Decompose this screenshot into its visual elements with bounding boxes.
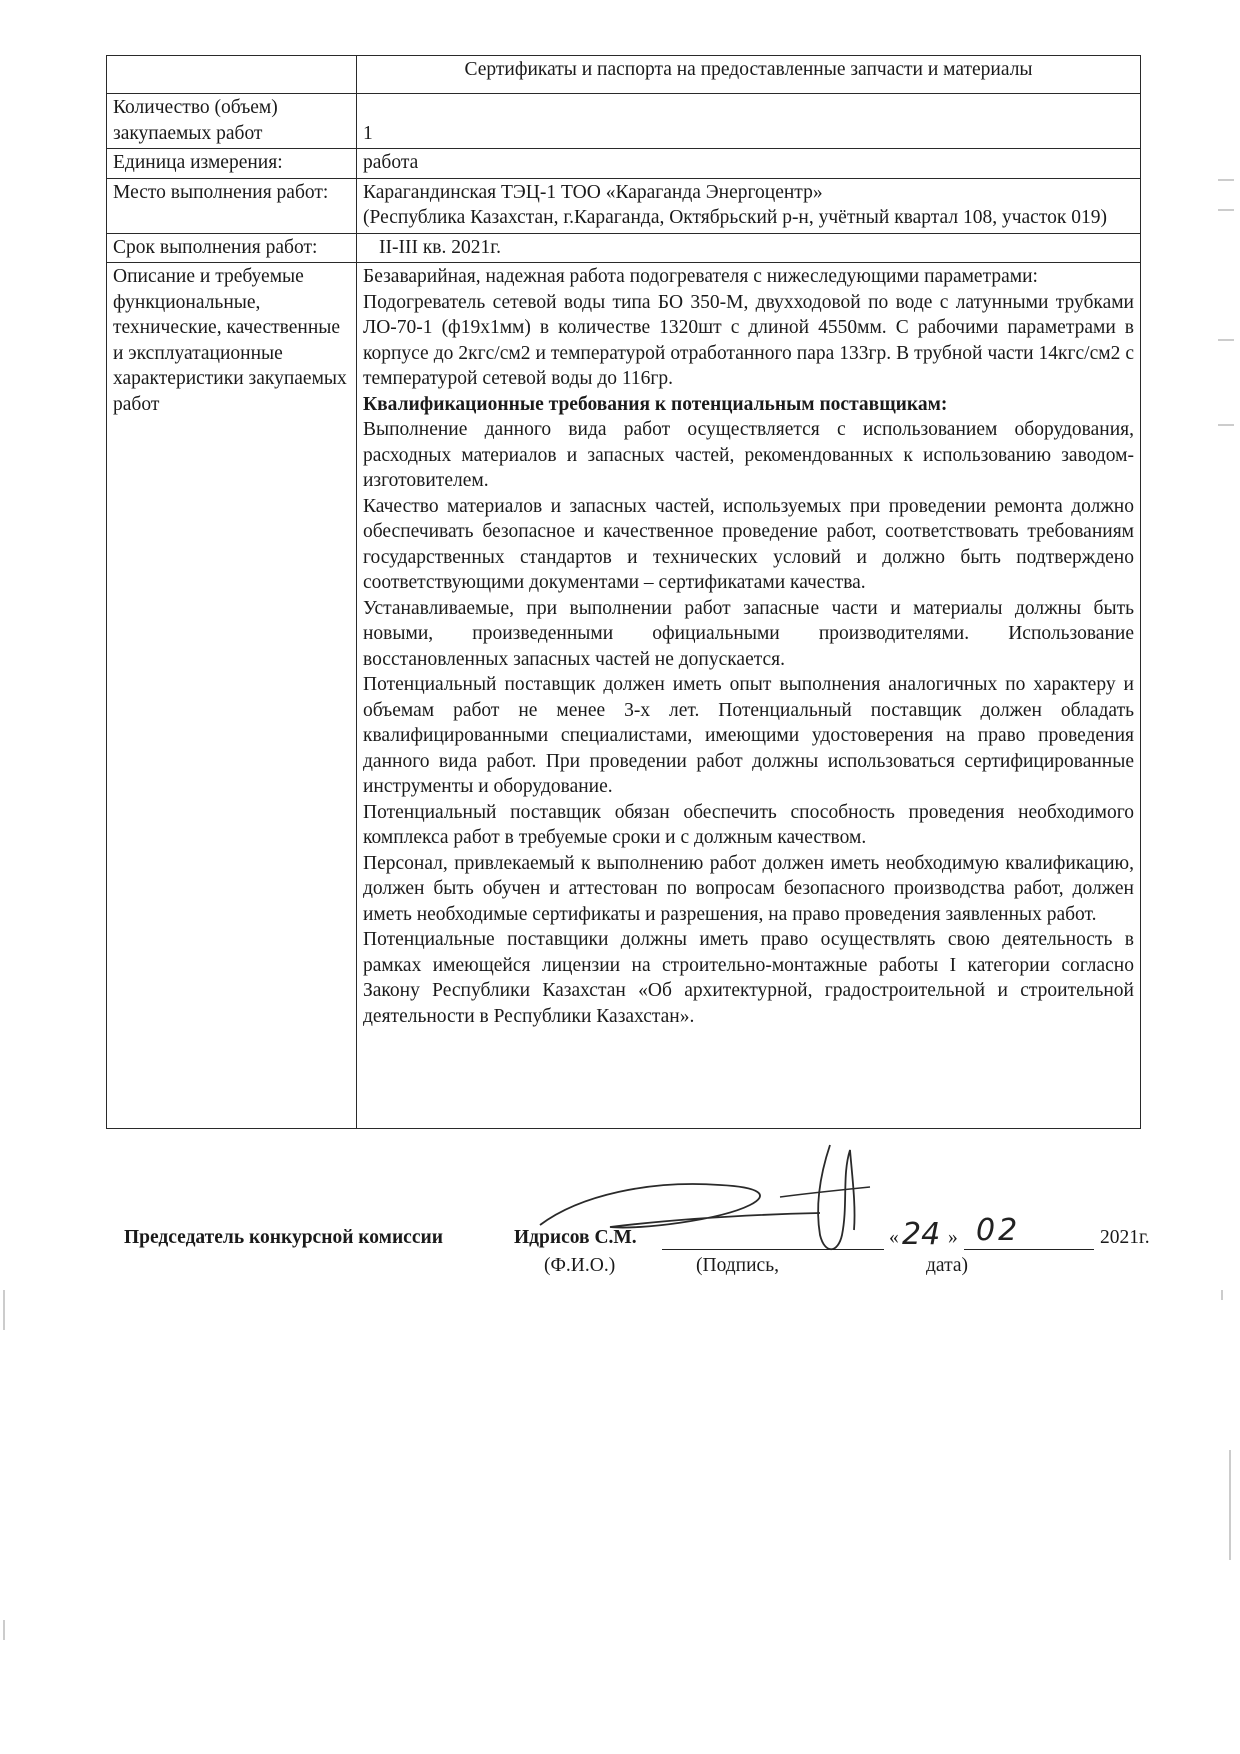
handwritten-day: 24 [902,1217,941,1252]
description-paragraph: Безаварийная, надежная работа подогревателя с нижеследующими параметрами: [363,266,1038,287]
table-row [107,263,1141,1129]
description-paragraph: Устанавливаемые, при выполнении работ запасные части и материалы должны быть новыми, произведенными официальными производителями. Использование восстановленных запасных частей не допускается. [363,597,1134,670]
quote-close: » [948,1227,958,1248]
specification-table [106,55,1141,1129]
quantity-label: Количество (объем) закупаемых работ [107,94,357,149]
unit-label: Единица измерения: [107,149,357,179]
deadline-label: Срок выполнения работ: [107,233,357,263]
location-line-1: Карагандинская ТЭЦ-1 ТОО «Караганда Энергоцентр» [363,181,823,203]
row-label [107,56,357,94]
signature-block [124,1213,1154,1305]
table-row [107,94,1141,149]
description-paragraph: Потенциальный поставщик обязан обеспечить способность проведения необходимого комплекса работ в требуемые сроки и с должным качеством. [363,801,1134,848]
description-paragraph: Персонал, привлекаемый к выполнению работ должен иметь необходимую квалификацию, должен быть обучен и аттестован по вопросам безопасного производства работ, должен иметь необходимые сертификаты и разрешения, на право проведения заявленных работ. [363,852,1134,925]
deadline-value: II-III кв. 2021г. [357,233,1141,263]
qualification-heading: Квалификационные требования к потенциальным поставщикам: [363,393,948,415]
location-label: Место выполнения работ: [107,178,357,233]
date-caption: дата) [926,1255,968,1276]
chair-name: Идрисов С.М. [514,1227,637,1248]
fio-caption: (Ф.И.О.) [544,1255,616,1276]
unit-value: работа [357,149,1141,179]
table-row [107,149,1141,179]
certificates-value: Сертификаты и паспорта на предоставленные запчасти и материалы [357,56,1141,94]
location-value [357,178,1141,233]
signature-caption: (Подпись, [696,1255,779,1276]
signature-line [662,1249,884,1250]
location-line-2: (Республика Казахстан, г.Караганда, Октябрьский р-н, учётный квартал 108, участок 019) [363,207,1107,228]
description-paragraph: Потенциальные поставщики должны иметь право осуществлять свою деятельность в рамках имеющейся лицензии на строительно-монтажные работы I категории согласно Закону Республики Казахстан «Об архитектурной, градостроительной и строительной деятельности в Республики Казахстан». [363,929,1134,1027]
description-paragraph: Выполнение данного вида работ осуществляется с использованием оборудования, расходных материалов и запасных частей, рекомендованных к использованию заводом-изготовителем. [363,419,1134,491]
quantity-value: 1 [357,94,1141,149]
year-text: 2021г. [1100,1227,1150,1248]
description-paragraph: Качество материалов и запасных частей, используемых при проведении ремонта должно обеспечивать безопасное и качественное проведение работ, соответствовать требованиям государственных стандартов и технических условий и должно быть подтверждено соответствующими документами – сертификатами качества. [363,495,1134,593]
quote-open: « [889,1227,899,1248]
table-row [107,233,1141,263]
date-line [964,1249,1094,1250]
description-paragraph: Подогреватель сетевой воды типа БО 350-М, двухходовой по воде с латунными трубками ЛО-70-1 (ф19х1мм) в количестве 1320шт с длиной 4550мм. С рабочими параметрами в корпусе до 2кгс/см2 и температурой отработанного пара 133гр. В трубной части 14кгс/см2 с температурой сетевой воды до 116гр. [363,291,1134,389]
handwritten-month: 02 [976,1213,1021,1248]
table-row [107,178,1141,233]
description-value [357,263,1141,1129]
description-label: Описание и требуемые функциональные, технические, качественные и эксплуатационные характеристики закупаемых работ [107,263,357,1129]
chair-label: Председатель конкурсной комиссии [124,1227,443,1248]
description-paragraph: Потенциальный поставщик должен иметь опыт выполнения аналогичных по характеру и объемам работ не менее 3-х лет. Потенциальный поставщик должен обладать квалифицированными специалистами, имеющими удостоверения на право проведения данного вида работ. При проведении работ должны использоваться сертифицированные инструменты и оборудование. [363,674,1134,797]
table-row [107,56,1141,94]
